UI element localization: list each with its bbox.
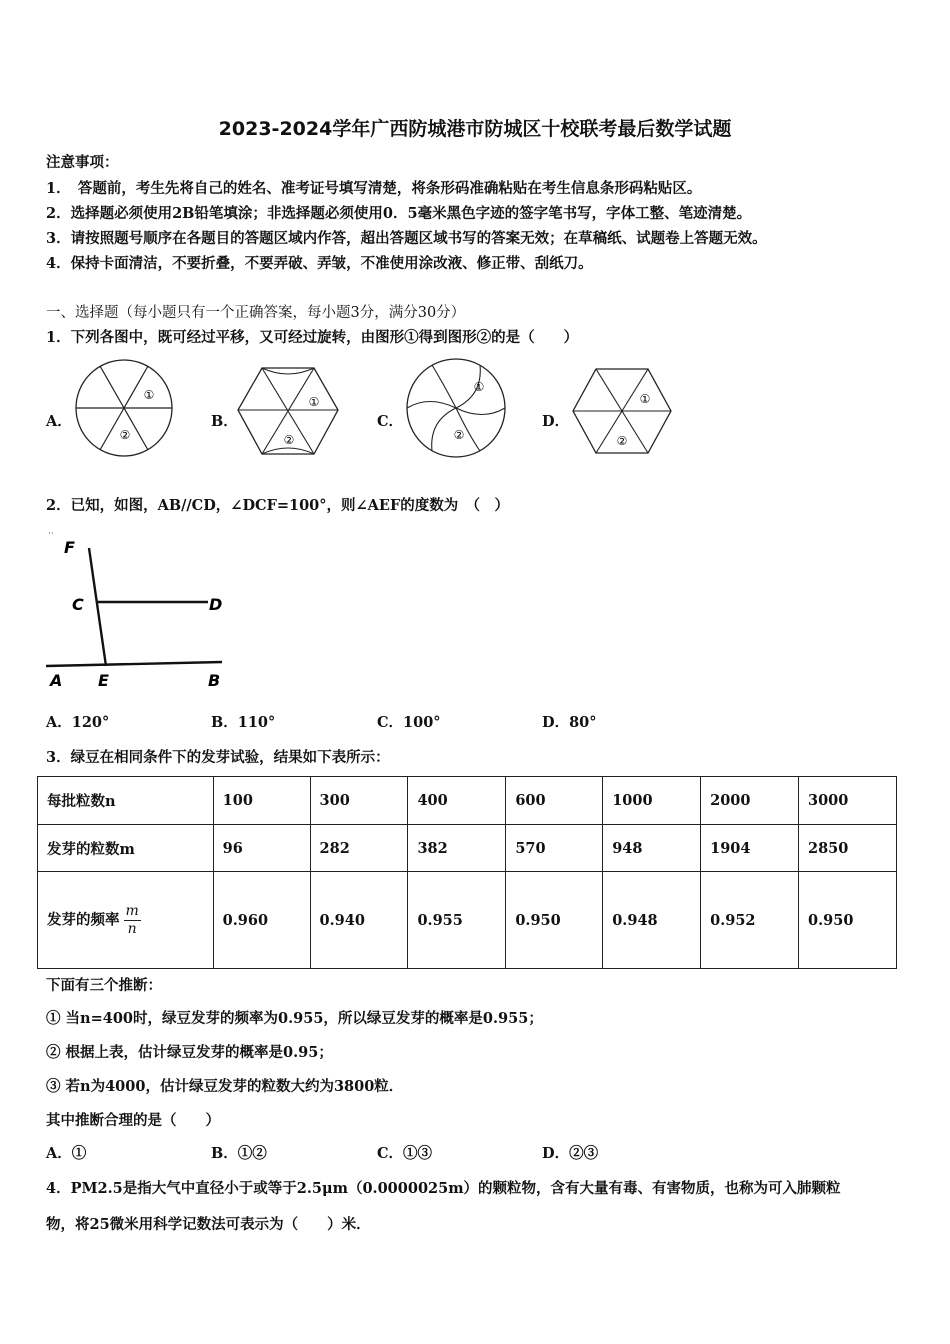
q1-option-a-label: A． bbox=[46, 413, 72, 430]
q2-option-a: A．120° bbox=[46, 714, 110, 731]
notice-item-2: 2．选择题必须使用2B铅笔填涂；非选择题必须使用0．5毫米黑色字迹的签字笔书写，字体工整、笔迹清楚。 bbox=[46, 205, 752, 222]
row-m-label: 发芽的粒数m bbox=[38, 825, 214, 872]
table-cell: 0.955 bbox=[408, 872, 506, 969]
q1-a-mark-1: ① bbox=[143, 388, 155, 402]
table-cell: 282 bbox=[310, 825, 408, 872]
q1-stem: 1．下列各图中，既可经过平移，又可经过旋转，由图形①得到图形②的是（ ） bbox=[46, 329, 579, 346]
q3-table bbox=[37, 776, 897, 969]
fraction-numerator: m bbox=[125, 902, 139, 919]
q4-line-1: 4．PM2.5是指大气中直径小于或等于2.5μm（0.0000025m）的颗粒物，含有大量有毒、有害物质，也称为可入肺颗粒 bbox=[46, 1180, 841, 1197]
table-cell: 400 bbox=[408, 777, 506, 825]
row-n-label: 每批粒数n bbox=[38, 777, 214, 825]
q1-figure-d bbox=[570, 365, 674, 459]
q2-label-c: C bbox=[72, 595, 84, 614]
notice-item-4: 4．保持卡面清洁，不要折叠，不要弄破、弄皱，不准使用涂改液、修正带、刮纸刀。 bbox=[46, 255, 593, 272]
page-title: 2023-2024学年广西防城港市防城区十校联考最后数学试题 bbox=[218, 118, 732, 140]
svg-text:··: ·· bbox=[48, 529, 54, 539]
q2-figure bbox=[44, 526, 234, 696]
table-cell: 3000 bbox=[799, 777, 897, 825]
row-freq-label: 发芽的频率 bbox=[47, 911, 120, 928]
q2-label-d: D bbox=[209, 595, 223, 614]
q2-label-f: F bbox=[64, 538, 75, 557]
q1-figure-a bbox=[73, 357, 177, 461]
fraction-denominator: n bbox=[127, 920, 137, 937]
q2-option-d: D．80° bbox=[542, 714, 597, 731]
q1-d-mark-2: ② bbox=[616, 434, 628, 448]
q3-stem: 3．绿豆在相同条件下的发芽试验，结果如下表所示： bbox=[46, 749, 390, 766]
q4-line-2: 物，将25微米用科学记数法可表示为（ ）米． bbox=[46, 1216, 371, 1233]
notice-item-1: 1． 答题前，考生先将自己的姓名、准考证号填写清楚，将条形码准确粘贴在考生信息条形码粘贴区。 bbox=[46, 180, 702, 197]
table-cell: 570 bbox=[506, 825, 603, 872]
q3-inference-1: ① 当n=400时，绿豆发芽的频率为0.955，所以绿豆发芽的概率是0.955； bbox=[46, 1010, 543, 1027]
q1-b-mark-1: ① bbox=[308, 395, 320, 409]
table-cell: 96 bbox=[213, 825, 310, 872]
table-row-n bbox=[38, 777, 897, 825]
q1-option-d-label: D． bbox=[542, 413, 570, 430]
notice-heading: 注意事项： bbox=[46, 154, 119, 171]
q2-label-a: A bbox=[50, 671, 63, 690]
q1-c-mark-2: ② bbox=[453, 428, 465, 442]
table-cell: 0.950 bbox=[506, 872, 603, 969]
q2-stem: 2．已知，如图，AB//CD，∠DCF=100°，则∠AEF的度数为 （ ） bbox=[46, 497, 510, 514]
q3-option-a: A．① bbox=[46, 1145, 87, 1162]
q3-option-d: D．②③ bbox=[542, 1145, 599, 1162]
table-cell: 948 bbox=[603, 825, 701, 872]
q3-inference-2: ② 根据上表，估计绿豆发芽的概率是0.95； bbox=[46, 1044, 333, 1061]
q3-inference-3: ③ 若n为4000，估计绿豆发芽的粒数大约为3800粒． bbox=[46, 1078, 404, 1095]
q2-option-c: C．100° bbox=[377, 714, 441, 731]
table-cell: 1000 bbox=[603, 777, 701, 825]
q1-figure-c bbox=[403, 355, 509, 461]
fraction-m-over-n bbox=[124, 903, 141, 938]
q2-label-b: B bbox=[208, 671, 221, 690]
table-cell: 300 bbox=[310, 777, 408, 825]
table-cell: 382 bbox=[408, 825, 506, 872]
q3-question: 其中推断合理的是（ ） bbox=[46, 1112, 220, 1129]
table-row-m bbox=[38, 825, 897, 872]
table-cell: 0.940 bbox=[310, 872, 408, 969]
q1-d-mark-1: ① bbox=[639, 392, 651, 406]
q3-after-text: 下面有三个推断： bbox=[46, 977, 162, 994]
table-cell: 0.948 bbox=[603, 872, 701, 969]
table-row-freq bbox=[38, 872, 897, 969]
table-cell: 100 bbox=[213, 777, 310, 825]
q1-a-mark-2: ② bbox=[119, 428, 131, 442]
q1-c-mark-1: ① bbox=[473, 380, 485, 394]
q1-figure-b bbox=[236, 362, 340, 460]
row-freq-label-cell bbox=[38, 872, 214, 969]
table-cell: 2850 bbox=[799, 825, 897, 872]
q2-option-b: B．110° bbox=[211, 714, 276, 731]
table-cell: 2000 bbox=[701, 777, 799, 825]
table-cell: 0.952 bbox=[701, 872, 799, 969]
q3-option-b: B．①② bbox=[211, 1145, 267, 1162]
table-cell: 0.950 bbox=[799, 872, 897, 969]
q1-b-mark-2: ② bbox=[283, 433, 295, 447]
table-cell: 0.960 bbox=[213, 872, 310, 969]
notice-item-3: 3．请按照题号顺序在各题目的答题区域内作答，超出答题区域书写的答案无效；在草稿纸、试题卷上答题无效。 bbox=[46, 230, 767, 247]
table-cell: 1904 bbox=[701, 825, 799, 872]
q1-option-b-label: B． bbox=[211, 413, 238, 430]
table-cell: 600 bbox=[506, 777, 603, 825]
q3-option-c: C．①③ bbox=[377, 1145, 433, 1162]
section-heading: 一、选择题（每小题只有一个正确答案，每小题3分，满分30分） bbox=[46, 305, 466, 321]
q1-option-c-label: C． bbox=[377, 413, 404, 430]
q2-label-e: E bbox=[98, 671, 109, 690]
